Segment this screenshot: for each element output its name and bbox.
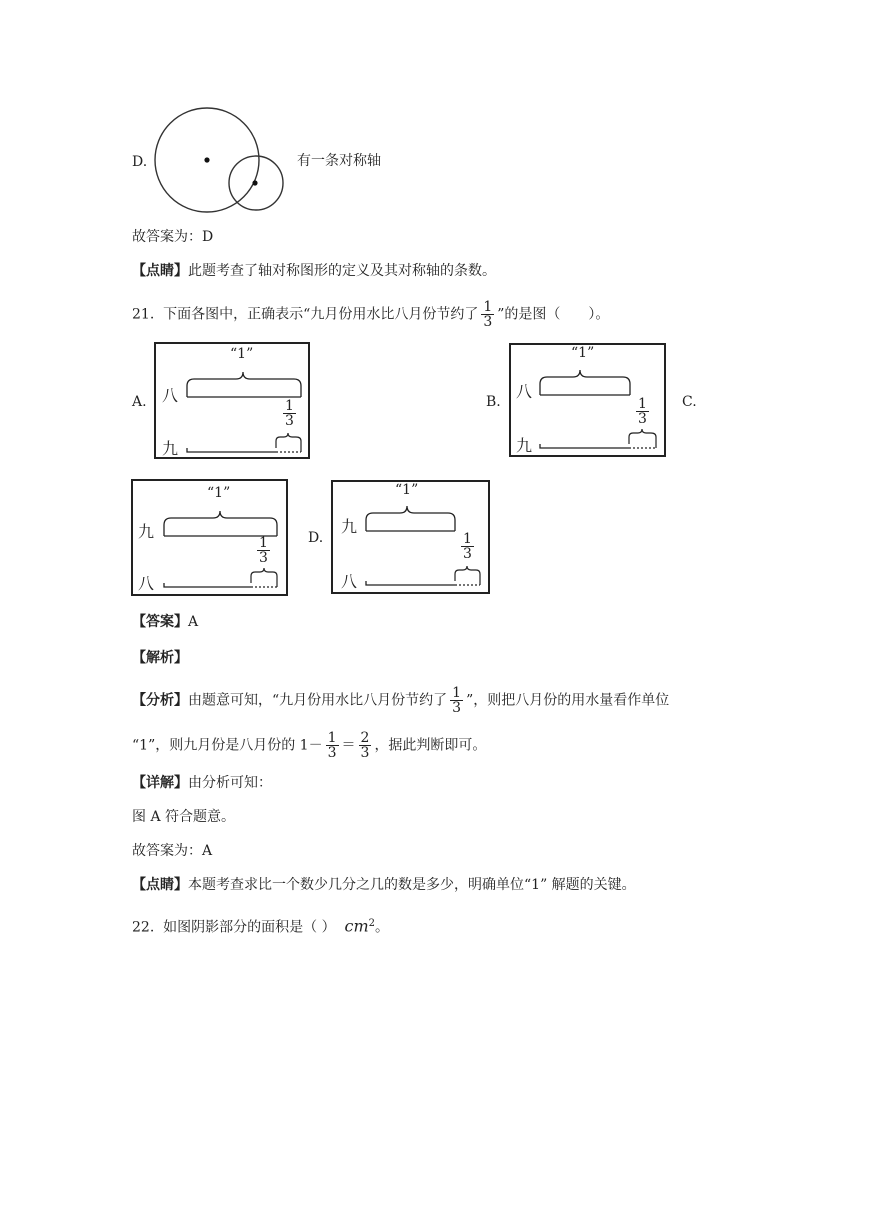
figure-b [509, 343, 666, 457]
answer-line-20: 故答案为：D [132, 229, 214, 245]
analysis-fraction: $\frac{1}{3}$ [452, 685, 462, 716]
analysis-line-1: 【分析】由题意可知，“九月份用水比八月份节约了 $\frac{1}{3}$ ”，则把八月份的用水量看作单位 [132, 685, 670, 716]
fig-c-option: C. [682, 394, 697, 410]
figure-a [154, 342, 310, 459]
comment-20: 【点睛】此题考查了轴对称图形的定义及其对称轴的条数。 [132, 263, 496, 279]
fig-a-bottom-row: 九 [162, 439, 179, 458]
fig-a-unit: “1” [230, 346, 254, 362]
fig-b-option: B. [486, 394, 501, 410]
two-circles-figure [150, 105, 290, 217]
final-answer-21: 故答案为：A [132, 843, 213, 859]
detail-line: 【详解】由分析可知： [132, 775, 272, 791]
comment-21: 【点睛】本题考查求比一个数少几分之几的数是多少，明确单位“1” 解题的关键。 [132, 877, 636, 893]
fig-b-unit: “1” [571, 345, 595, 361]
question-22-stem: 22. 如图阴影部分的面积是（ ） $cm^2$。 [132, 916, 390, 936]
fig-c-fraction: $\frac{1}{3}$ [259, 535, 268, 566]
fig-b-bottom-row: 九 [516, 436, 533, 455]
fig-d-top-row: 九 [341, 517, 358, 536]
fig-d-bottom-row: 八 [341, 572, 358, 591]
fig-c-unit: “1” [207, 485, 231, 501]
fig-d-option: D. [308, 530, 324, 546]
fig-a-top-row: 八 [162, 386, 179, 405]
fig-b-top-row: 八 [516, 382, 533, 401]
analysis-line-2: “1”，则九月份是八月份的 1－ $\frac{1}{3}$ ＝ $\frac{2}{3}$ ，据此判断即可。 [132, 730, 487, 761]
fig-c-top-row: 九 [138, 522, 155, 541]
fig-c-bottom-row: 八 [138, 574, 155, 593]
fig-d-fraction: $\frac{1}{3}$ [463, 531, 472, 562]
option-d-label: D. [132, 154, 148, 170]
answer-21: 【答案】A [132, 614, 199, 630]
figure-d [331, 480, 490, 594]
analysis-tag: 【解析】 [132, 650, 188, 666]
fig-a-option: A. [132, 394, 147, 410]
symmetry-caption: 有一条对称轴 [297, 153, 381, 169]
fig-a-fraction: $\frac{1}{3}$ [285, 398, 294, 429]
fig-b-fraction: $\frac{1}{3}$ [638, 396, 647, 427]
figure-c [131, 479, 288, 596]
question-21-stem: 21. 下面各图中，正确表示“九月份用水比八月份节约了 $\frac{1}{3}$ ”的是图（ ）。 [132, 299, 610, 330]
fig-d-unit: “1” [395, 482, 419, 498]
stem-fraction: $\frac{1}{3}$ [483, 299, 493, 330]
detail-line-2: 图 A 符合题意。 [132, 809, 236, 825]
